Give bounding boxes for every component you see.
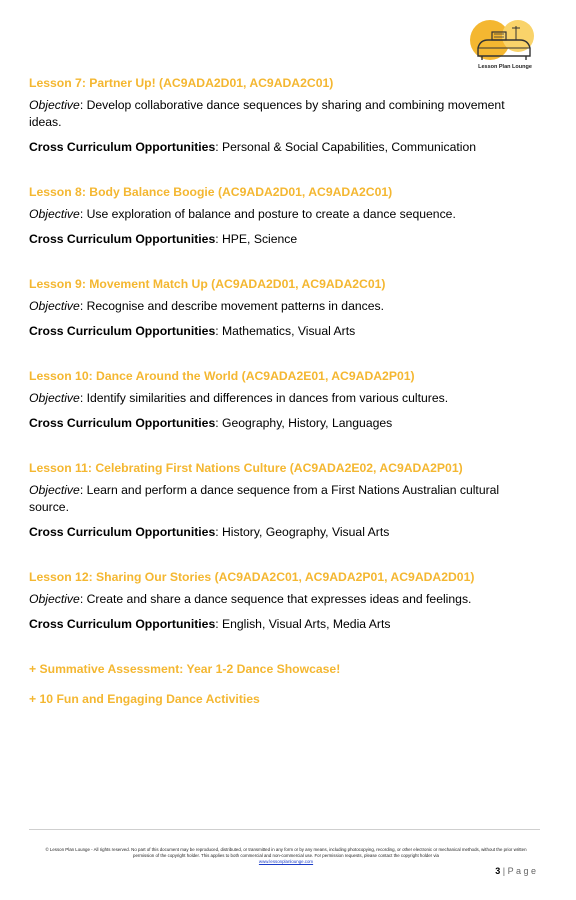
lesson-title: Lesson 9: Movement Match Up (AC9ADA2D01, AC9ADA2C01) — [29, 277, 386, 291]
footer-website-link[interactable]: www.lessonplanlounge.com — [258, 859, 314, 864]
lesson-title: Lesson 12: Sharing Our Stories (AC9ADA2C01, AC9ADA2P01, AC9ADA2D01) — [29, 570, 475, 584]
extras-list — [29, 662, 521, 706]
lesson-block — [29, 185, 521, 248]
lesson-objective: Objective: Identify similarities and differences in dances from various cultures. — [29, 391, 449, 405]
extra-dance-activities: + 10 Fun and Engaging Dance Activities — [29, 692, 260, 706]
lesson-block — [29, 76, 521, 156]
lesson-cross-curriculum: Cross Curriculum Opportunities: English, Visual Arts, Media Arts — [29, 617, 391, 631]
lesson-title: Lesson 8: Body Balance Boogie (AC9ADA2D01, AC9ADA2C01) — [29, 185, 393, 199]
lesson-objective: Objective: Recognise and describe movement patterns in dances. — [29, 299, 384, 313]
footer-divider — [29, 829, 540, 830]
lesson-block — [29, 369, 521, 432]
page-number: 3 | P a g e — [495, 866, 536, 876]
lesson-objective: Objective: Develop collaborative dance sequences by sharing and combining movement ideas. — [29, 98, 505, 129]
lesson-objective: Objective: Learn and perform a dance sequence from a First Nations Australian cultural source. — [29, 483, 500, 514]
lesson-title: Lesson 7: Partner Up! (AC9ADA2D01, AC9ADA2C01) — [29, 76, 334, 90]
lesson-cross-curriculum: Cross Curriculum Opportunities: Mathematics, Visual Arts — [29, 324, 356, 338]
lesson-block — [29, 461, 521, 541]
lesson-cross-curriculum: Cross Curriculum Opportunities: HPE, Science — [29, 232, 298, 246]
lesson-list — [29, 76, 521, 722]
lesson-cross-curriculum: Cross Curriculum Opportunities: History, Geography, Visual Arts — [29, 525, 390, 539]
lesson-cross-curriculum: Cross Curriculum Opportunities: Personal & Social Capabilities, Communication — [29, 140, 477, 154]
lesson-cross-curriculum: Cross Curriculum Opportunities: Geography, History, Languages — [29, 416, 393, 430]
logo-caption: Lesson Plan Lounge — [478, 64, 532, 70]
lesson-title: Lesson 11: Celebrating First Nations Culture (AC9ADA2E02, AC9ADA2P01) — [29, 461, 463, 475]
lesson-objective: Objective: Use exploration of balance and posture to create a dance sequence. — [29, 207, 456, 221]
lesson-title: Lesson 10: Dance Around the World (AC9ADA2E01, AC9ADA2P01) — [29, 369, 415, 383]
footer-copyright: © Lesson Plan Lounge - All rights reserved. No part of this document may be reproduced, distributed, or transmitted in any form or by any means, including photocopying, recording, or other electronic or mechanical methods, without the prior written permission of the copyright holder. This applies to both commercial and non-commercial use. For permission requests, please contact the copyright holder via www.lessonplanlounge.com — [45, 847, 527, 864]
lesson-objective: Objective: Create and share a dance sequence that expresses ideas and feelings. — [29, 592, 472, 606]
lesson-block — [29, 277, 521, 340]
extra-summative-assessment: + Summative Assessment: Year 1-2 Dance Showcase! — [29, 662, 341, 676]
lesson-block — [29, 570, 521, 633]
